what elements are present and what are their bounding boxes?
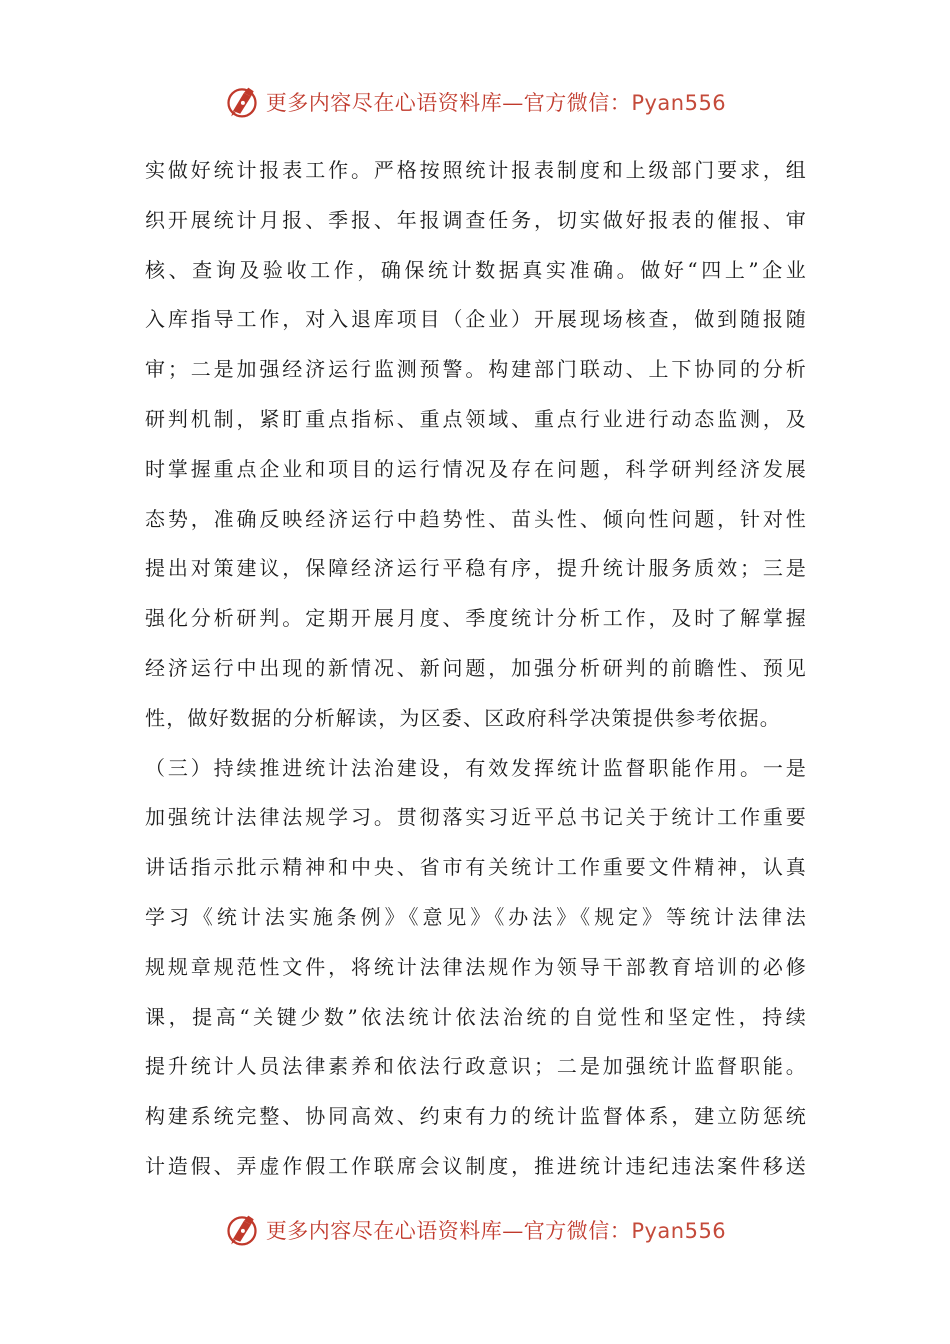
text-line: 规规章规范性文件，将统计法律法规作为领导干部教育培训的必修: [145, 954, 807, 979]
text-line: 研判机制，紧盯重点指标、重点领域、重点行业进行动态监测，及: [145, 406, 807, 431]
text-line: 入库指导工作，对入退库项目（企业）开展现场核查，做到随报随: [145, 307, 807, 332]
text-line: 提出对策建议，保障经济运行平稳有序，提升统计服务质效；三是: [145, 556, 807, 581]
footer-banner-inner: [224, 1212, 726, 1248]
text-line: 讲话指示批示精神和中央、省市有关统计工作重要文件精神，认真: [145, 855, 807, 880]
text-line: 学习《统计法实施条例》《意见》《办法》《规定》等统计法律法: [145, 904, 807, 929]
footer-wechat-id: Pyan556: [631, 1219, 727, 1243]
footer-banner: [0, 1210, 950, 1250]
text-line: 性，做好数据的分析解读，为区委、区政府科学决策提供参考依据。: [145, 705, 781, 730]
text-line: （三）持续推进统计法治建设，有效发挥统计监督职能作用。一是: [145, 755, 807, 780]
pen-nib-logo-icon: [224, 84, 260, 120]
text-line: 实做好统计报表工作。严格按照统计报表制度和上级部门要求，组: [145, 158, 807, 182]
text-line: 经济运行中出现的新情况、新问题，加强分析研判的前瞻性、预见: [145, 655, 807, 680]
footer-banner-label: 更多内容尽在心语资料库—官方微信：: [265, 1219, 632, 1243]
header-banner: [0, 82, 950, 122]
text-line: 构建系统完整、协同高效、约束有力的统计监督体系，建立防惩统: [145, 1104, 807, 1129]
text-line: 计造假、弄虚作假工作联席会议制度，推进统计违纪违法案件移送: [145, 1153, 807, 1178]
footer-banner-text: [266, 1215, 726, 1245]
text-line: 强化分析研判。定期开展月度、季度统计分析工作，及时了解掌握: [145, 606, 807, 631]
text-line: 课，提高“关键少数”依法统计依法治统的自觉性和坚定性，持续: [145, 1004, 807, 1029]
text-line: 提升统计人员法律素养和依法行政意识；二是加强统计监督职能。: [145, 1054, 807, 1079]
text-line: 态势，准确反映经济运行中趋势性、苗头性、倾向性问题，针对性: [145, 506, 807, 531]
text-line: 加强统计法律法规学习。贯彻落实习近平总书记关于统计工作重要: [145, 805, 807, 830]
header-wechat-id: Pyan556: [631, 91, 727, 115]
text-line: 核、查询及验收工作，确保统计数据真实准确。做好“四上”企业: [145, 257, 807, 282]
header-banner-inner: [224, 84, 726, 120]
text-line: 审；二是加强经济运行监测预警。构建部门联动、上下协同的分析: [145, 357, 807, 382]
header-banner-text: [266, 87, 726, 117]
text-line: 织开展统计月报、季报、年报调查任务，切实做好报表的催报、审: [145, 207, 807, 232]
document-body: [145, 146, 807, 1192]
text-line: 时掌握重点企业和项目的运行情况及存在问题，科学研判经济发展: [145, 456, 807, 481]
pen-nib-logo-icon: [224, 1212, 260, 1248]
header-banner-label: 更多内容尽在心语资料库—官方微信：: [265, 91, 632, 115]
